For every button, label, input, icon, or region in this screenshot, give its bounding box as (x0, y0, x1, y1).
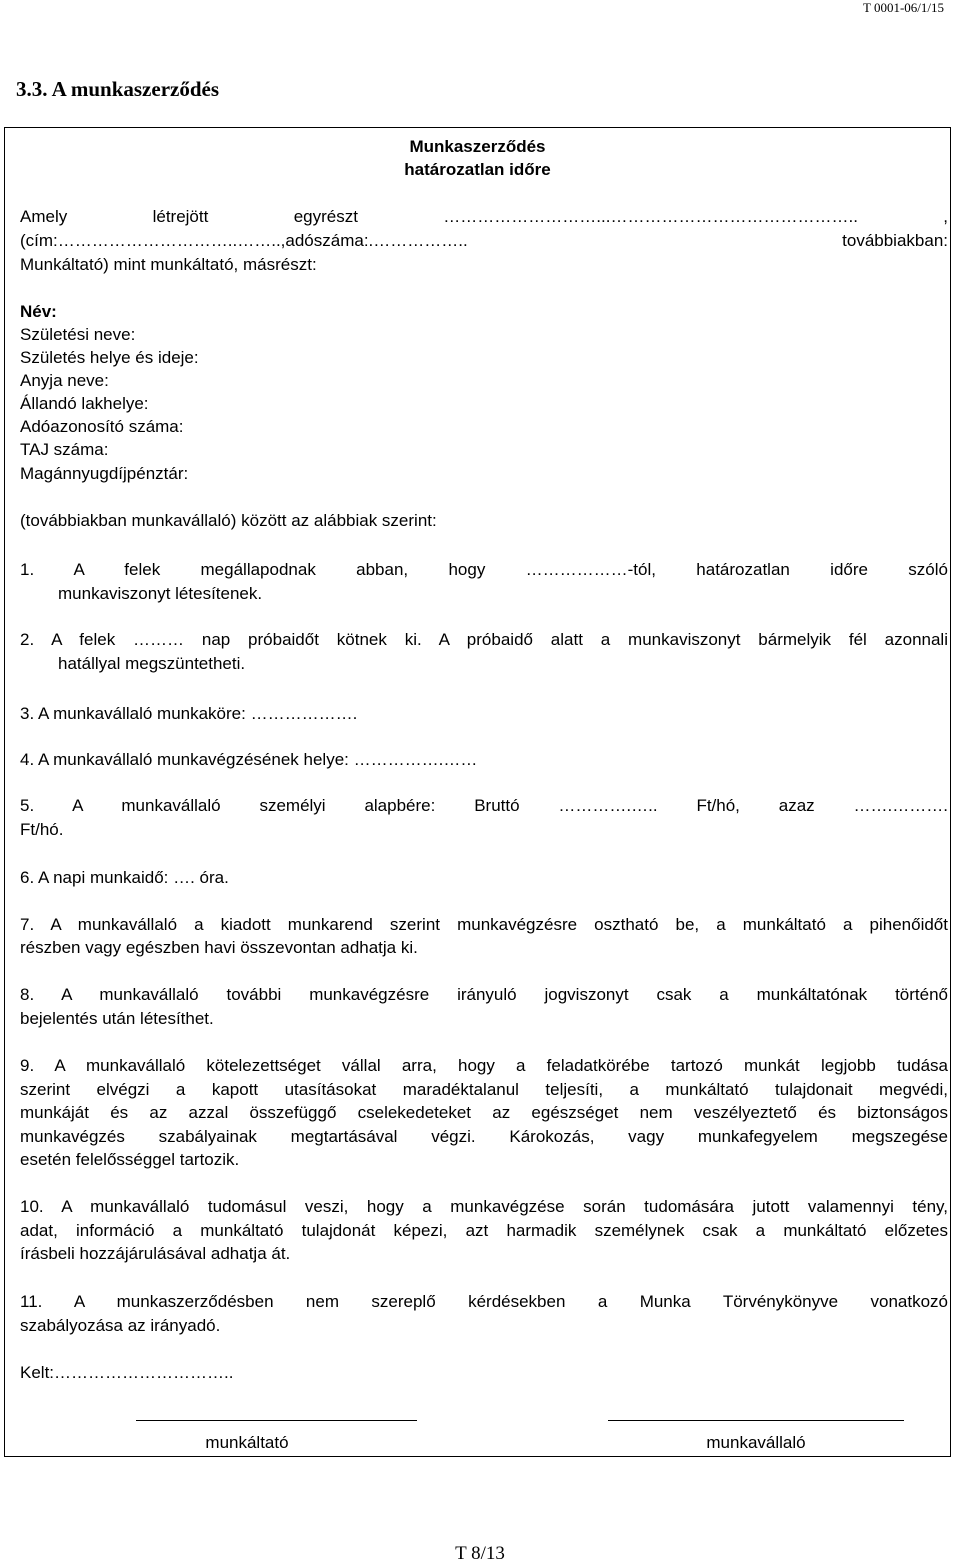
clause-9-line-4: munkavégzés szabályainak megtartásával végzi. Károkozás, vagy munkafegyelem megszegése (20, 1127, 948, 1146)
intro-line-1: Amely létrejött egyrészt ………………………...…………………………………….. , (20, 207, 948, 226)
clause-6: 6. A napi munkaidő: …. óra. (20, 868, 229, 887)
page-number: T 8/13 (455, 1543, 505, 1564)
field-pension-fund: Magánnyugdíjpénztár: (20, 464, 189, 483)
field-taj: TAJ száma: (20, 440, 109, 459)
between-text: (továbbiakban munkavállaló) között az alábbiak szerint: (20, 511, 437, 530)
clause-2-line-2: hatállyal megszüntetheti. (58, 654, 246, 673)
clause-5-line-1: 5. A munkavállaló személyi alapbére: Bruttó ………….….. Ft/hó, azaz …….………. (20, 796, 948, 815)
field-address: Állandó lakhelye: (20, 394, 149, 413)
clause-8-line-1: 8. A munkavállaló további munkavégzésre irányuló jogviszonyt csak a munkáltatónak történő (20, 985, 948, 1004)
clause-4: 4. A munkavállaló munkavégzésének helye: …………….…… (20, 750, 478, 769)
clause-5-line-2: Ft/hó. (20, 820, 64, 839)
clause-10-line-1: 10. A munkavállaló tudomásul veszi, hogy a munkavégzése során tudomására jutott valamennyi tény, (20, 1197, 948, 1216)
clause-10-line-2: adat, információ a munkáltató tulajdonát képezi, azt harmadik személynek csak a munkáltató előzetes (20, 1221, 948, 1240)
intro-line-3: Munkáltató) mint munkáltató, másrészt: (20, 255, 317, 274)
field-name: Név: (20, 302, 57, 321)
intro-line-2: (cím:…………………………..……..,adószáma:.…………….. továbbiakban: (20, 231, 948, 250)
contract-box (4, 127, 951, 1457)
clause-7-line-2: részben vagy egészben havi összevontan adhatja ki. (20, 938, 418, 957)
clause-9-line-5: esetén felelősséggel tartozik. (20, 1150, 240, 1169)
contract-title: Munkaszerződés (409, 137, 546, 156)
clause-3: 3. A munkavállaló munkaköre: ………………. (20, 704, 358, 723)
field-tax-id: Adóazonosító száma: (20, 417, 184, 436)
field-mother-name: Anyja neve: (20, 371, 109, 390)
employee-signature-line (608, 1420, 904, 1421)
clause-7-line-1: 7. A munkavállaló a kiadott munkarend szerint munkavégzésre osztható be, a munkáltató a pihenőidőt (20, 915, 948, 934)
contract-subtitle: határozatlan időre (404, 160, 551, 179)
employer-signature-line (136, 1420, 417, 1421)
clause-9-line-3: munkáját és az azzal összefüggő cselekedeteket az egészséget nem veszélyeztető és biztonságos (20, 1103, 948, 1122)
section-title: 3.3. A munkaszerződés (16, 77, 220, 101)
clause-8-line-2: bejelentés után létesíthet. (20, 1009, 214, 1028)
clause-9-line-1: 9. A munkavállaló kötelezettséget vállal arra, hogy a feladatkörébe tartozó munkát legjobb tudása (20, 1056, 948, 1075)
clause-11-line-2: szabályozása az irányadó. (20, 1316, 221, 1335)
document-code: T 0001-06/1/15 (862, 0, 944, 15)
clause-11-line-1: 11. A munkaszerződésben nem szereplő kérdésekben a Munka Törvénykönyve vonatkozó (20, 1292, 948, 1311)
clause-10-line-3: írásbeli hozzájárulásával adhatja át. (20, 1244, 291, 1263)
employee-signature-label: munkavállaló (706, 1433, 806, 1452)
field-birth-name: Születési neve: (20, 325, 136, 344)
field-birth-place-date: Születés helye és ideje: (20, 348, 199, 367)
employer-signature-label: munkáltató (205, 1433, 289, 1452)
clause-2-line-1: 2. A felek ……… nap próbaidőt kötnek ki. A próbaidő alatt a munkaviszonyt bármelyik fél azonnali (20, 630, 948, 649)
clause-1-line-1: 1. A felek megállapodnak abban, hogy ………………-tól, határozatlan időre szóló (20, 560, 948, 579)
clause-1-line-2: munkaviszonyt létesítenek. (58, 584, 263, 603)
kelt-line: Kelt:………………………….. (20, 1363, 234, 1382)
clause-9-line-2: szerint elvégzi a kapott utasításokat maradéktalanul teljesíti, a munkáltató tulajdonait megvédi, (20, 1080, 948, 1099)
